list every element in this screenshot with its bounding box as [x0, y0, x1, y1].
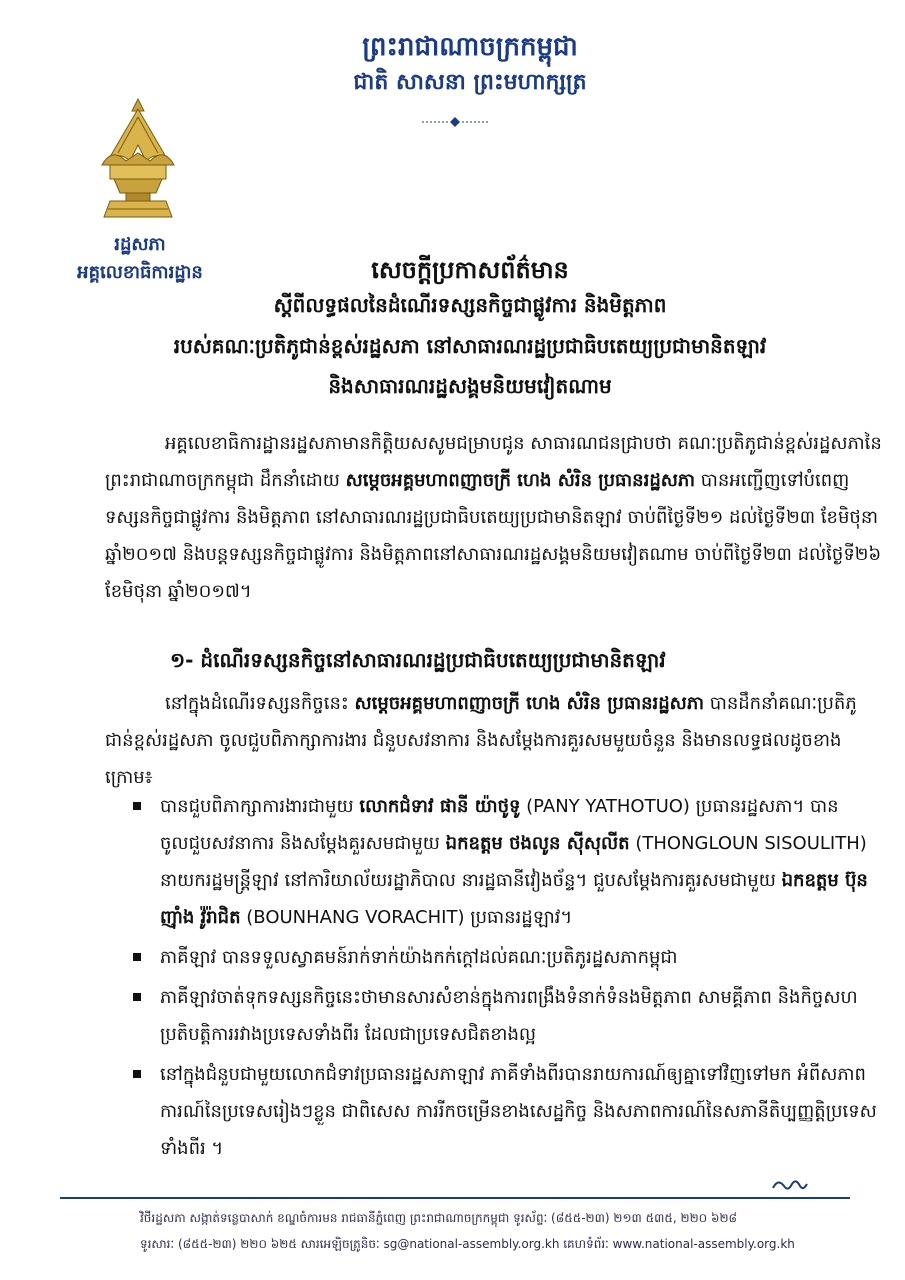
bullet-icon — [133, 993, 141, 1001]
bullet-bold-name: លោកជំទាវ ផានី យ៉ាថូទូ — [359, 796, 521, 817]
footer-contact: ទូរសារៈ (៨៥៥-២៣) ២២០ ៦២៥ សារអេឡិចត្រូនិចៈ sg@national-assembly.org.kh គេហទំព័រៈ www.national-assembly.org.kh — [140, 1237, 795, 1251]
document-subtitle-2: របស់គណៈប្រតិភូជាន់ខ្ពស់រដ្ឋសភា នៅសាធារណរដ្ឋប្រជាធិបតេយ្យប្រជាមានិតឡាវ — [173, 334, 767, 358]
national-assembly-emblem-icon — [88, 95, 188, 225]
section-text-a: នៅក្នុងដំណើរទស្សនកិច្ចនេះ — [165, 693, 355, 714]
intro-bold-name: សម្ដេចអគ្គមហាពញាចក្រី ហេង សំរិន ប្រធានរដ្ឋសភា — [345, 470, 696, 491]
bullet-text: (BOUNHANG VORACHIT) ប្រធានរដ្ឋឡាវ។ — [240, 907, 573, 928]
bullet-icon — [133, 953, 141, 961]
intro-paragraph — [105, 425, 885, 610]
results-list — [125, 788, 885, 1170]
intro-text-b: បានអញ្ជើញទៅបំពេញទស្សនកិច្ចជាផ្លូវការ និងមិត្តភាព នៅសាធារណរដ្ឋប្រជាធិបតេយ្យប្រជាមានិតឡាវ ចាប់ពីថ្ងៃទី២១ ដល់ថ្ងៃទី២៣ ខែមិថុនា ឆ្នាំ២០១៧ និងបន្តទស្សនកិច្ចជាផ្លូវការ និងមិត្តភាពនៅសាធារណរដ្ឋសង្គមនិយមវៀតណាម ចាប់ពីថ្ងៃទី២៣ ដល់ថ្ងៃទី២៦ ខែមិថុនា ឆ្នាំ២០១៧។ — [105, 470, 882, 602]
document-subtitle-3: និងសាធារណរដ្ឋសង្គមនិយមវៀតណាម — [328, 374, 612, 398]
document-subtitle-1: ស្ដីពីលទ្ធផលនៃដំណើរទស្សនកិច្ចជាផ្លូវការ និងមិត្តភាព — [273, 293, 667, 317]
signature-icon — [770, 1176, 810, 1196]
list-item — [125, 1056, 885, 1167]
bullet-text: (THONGLOUN SISOULITH) នាយករដ្ឋមន្ត្រីឡាវ នៅការិយាល័យរដ្ឋាភិបាល នារដ្ឋធានីវៀងច័ន្ទ។ ជួបសម្ដែងការគួរសមជាមួយ — [160, 833, 867, 891]
bullet-bold-name: ឯកឧត្តម ប៊ុនញ៉ាំង វ៉ូរ៉ាជិត — [160, 870, 868, 928]
footer-divider — [60, 1197, 850, 1199]
bullet-text: ភាគីឡាវ បានទទួលស្វាគមន៍រាក់ទាក់យ៉ាងកក់ក្ដៅដល់គណៈប្រតិភូរដ្ឋសភាកម្ពុជា — [160, 947, 678, 968]
bullet-text: បានជួបពិភាក្សាការងារជាមួយ — [160, 796, 360, 817]
list-item — [125, 979, 885, 1053]
bullet-bold-name: ឯកឧត្តម ថងលូន ស៊ីសុលីត — [445, 833, 630, 854]
org-name: រដ្ឋសភា — [114, 234, 166, 255]
footer-address: វិថីរដ្ឋសភា សង្កាត់ទន្លេបាសាក់ ខណ្ឌចំការមន រាជធានីភ្នំពេញ ព្រះរាជាណាចក្រកម្ពុជា ទូរស័ព្ទៈ (៨៥៥-២៣) ២១៣ ៥៣៥, ២២០ ៦២៨ — [140, 1211, 738, 1225]
document-title: សេចក្ដីប្រកាសព័ត៌មាន — [371, 256, 569, 284]
section-bold-name: សម្ដេចអគ្គមហាពញាចក្រី ហេង សំរិន ប្រធានរដ្ឋសភា — [354, 693, 704, 714]
bullet-text: នៅក្នុងជំនួបជាមួយលោកជំទាវប្រធានរដ្ឋសភាឡាវ ភាគីទាំងពីរបានរាយការណ៍ឲ្យគ្នាទៅវិញទៅមក អំពីសភាពការណ៍នៃប្រទេសរៀងៗខ្លួន ជាពិសេស ការរីកចម្រើនខាងសេដ្ឋកិច្ច និងសភាពការណ៍នៃសភានីតិប្បញ្ញត្តិប្រទេសទាំងពីរ ។ — [160, 1064, 877, 1159]
list-item — [125, 939, 885, 976]
bullet-text: ភាគីឡាវចាត់ទុកទស្សនកិច្ចនេះថាមានសារសំខាន់ក្នុងការពង្រឹងទំនាក់ទំនងមិត្តភាព សាមគ្គីភាព និងកិច្ចសហប្រតិបត្តិការរវាងប្រទេសទាំងពីរ ដែលជាប្រទេសជិតខាងល្អ — [160, 987, 858, 1045]
section-text-b: បានដឹកនាំគណៈប្រតិភូជាន់ខ្ពស់រដ្ឋសភា ចូលជួបពិភាក្សាការងារ ជំនួបសវនាការ និងសម្ដែងការគួរសមមួយចំនួន និងមានលទ្ធផលដូចខាងក្រោម៖ — [105, 693, 857, 788]
national-motto: ជាតិ សាសនា ព្រះមហាក្សត្រ — [353, 70, 587, 95]
section-paragraph — [105, 685, 885, 796]
bullet-text: (PANY YATHOTUO) ប្រធានរដ្ឋសភា។ បានចូលជួបសវនាការ និងសម្ដែងគួរសមជាមួយ — [160, 796, 839, 854]
bullet-icon — [133, 1070, 141, 1078]
list-item — [125, 788, 885, 936]
intro-text-a: អគ្គលេខាធិការដ្ឋានរដ្ឋសភាមានកិត្តិយសសូមជម្រាបជូន សាធារណជនជ្រាបថា គណៈប្រតិភូជាន់ខ្ពស់រដ្ឋសភានៃព្រះរាជាណាចក្រកម្ពុជា ដឹកនាំដោយ — [105, 433, 882, 491]
section-heading: ១- ដំណើរទស្សនកិច្ចនៅសាធារណរដ្ឋប្រជាធិបតេយ្យប្រជាមានិតឡាវ — [170, 648, 666, 672]
bullet-icon — [133, 802, 141, 810]
org-department: អគ្គលេខាធិការដ្ឋាន — [77, 262, 203, 283]
kingdom-title: ព្រះរាជាណាចក្រកម្ពុជា — [362, 32, 578, 62]
ornament-divider-icon — [420, 116, 490, 128]
